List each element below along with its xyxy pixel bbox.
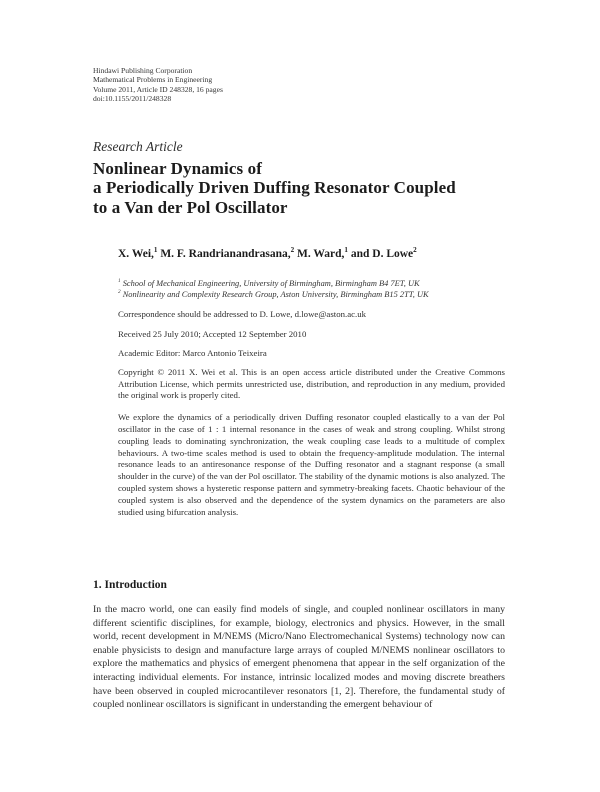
author-2-name: M. F. Randrianandrasana, [160,248,291,261]
affiliation-2 [118,289,505,300]
affiliation-1-text: School of Mechanical Engineering, University of Birmingham, Birmingham B4 7ET, UK [122,279,420,289]
title-line-1: Nonlinear Dynamics of [93,158,262,178]
author-4 [351,248,417,260]
abstract-text: We explore the dynamics of a periodically driven Duffing resonator coupled elastically to a van der Pol oscillator in the case of 1 : 1 internal resonance in the cases of weak and strong coupling. Whilst strong coupling leads to dominating synchronization, the weak coupling case leads to a multitude of complex behaviours. A two-time scales method is used to obtain the frequency-amplitude modulation. The internal resonance leads to an antiresonance response of the Duffing resonator and a stagnant response (a small shoulder in the curve) of the van der Pol oscillator. The stability of the dynamic motions is also analyzed. The coupled system shows a hysteretic response pattern and symmetry-breaking facets. Chaotic behaviour of the coupled system is also observed and the dependence of the system dynamics on the parameters are also studied using bifurcation analysis. [118,411,505,518]
affiliation-2-sup: 2 [118,289,121,296]
author-list [118,248,505,260]
article-type-label: Research Article [93,138,183,154]
author-2 [160,248,294,260]
author-4-affiliation-sup: 2 [413,246,417,255]
doi-line: doi:10.1155/2011/248328 [93,94,172,104]
journal-name: Mathematical Problems in Engineering [93,75,213,85]
page-content [93,0,505,712]
correspondence-line: Correspondence should be addressed to D. Lowe, d.lowe@aston.ac.uk [118,309,366,320]
affiliation-list [118,278,505,300]
title-line-3: to a Van der Pol Oscillator [93,197,288,217]
author-3-affiliation-sup: 1 [344,246,348,255]
author-3 [297,248,348,260]
author-2-affiliation-sup: 2 [290,246,295,255]
article-title [93,159,505,218]
title-line-2: a Periodically Driven Duffing Resonator Coupled [93,178,456,198]
author-3-name: M. Ward, [297,248,345,261]
affiliation-2-text: Nonlinearity and Complexity Research Group, Aston University, Birmingham B15 2TT, UK [122,290,429,300]
author-4-name: and D. Lowe [350,248,414,261]
introduction-paragraph: In the macro world, one can easily find models of single, and coupled nonlinear oscillators in many different scientific disciplines, for example, biology, electronics and physics. However, in the small world, recent development in M/NEMS (Micro/Nano Electromechanical Systems) technology now can enable physicists to design and manufacture large arrays of coupled M/NEMS nonlinear oscillators to explore the mathematics and physics of emergent phenomena that appear in the self organization of the interacting individual elements. For instance, intrinsic localized modes and moving discrete breathers have been observed in coupled microcantilever resonators [1, 2]. Therefore, the fundamental study of coupled nonlinear oscillators is significant in understanding the emergent behaviour of [93,604,505,711]
received-accepted-line: Received 25 July 2010; Accepted 12 September 2010 [118,328,307,339]
author-1-name: X. Wei, [118,248,154,261]
author-1 [118,248,157,260]
academic-editor-line: Academic Editor: Marco Antonio Teixeira [118,348,267,359]
publisher-header [93,66,505,104]
section-heading-introduction: 1. Introduction [93,579,167,591]
volume-info: Volume 2011, Article ID 248328, 16 pages [93,84,223,94]
copyright-notice: Copyright © 2011 X. Wei et al. This is an open access article distributed under the Creative Commons Attribution License, which permits unrestricted use, distribution, and reproduction in any medium, provided the original work is properly cited. [118,366,505,401]
author-1-affiliation-sup: 1 [153,246,158,255]
front-matter-block [118,248,505,519]
affiliation-1-sup: 1 [118,278,121,285]
publisher-name: Hindawi Publishing Corporation [93,66,193,75]
affiliation-1 [118,278,505,289]
